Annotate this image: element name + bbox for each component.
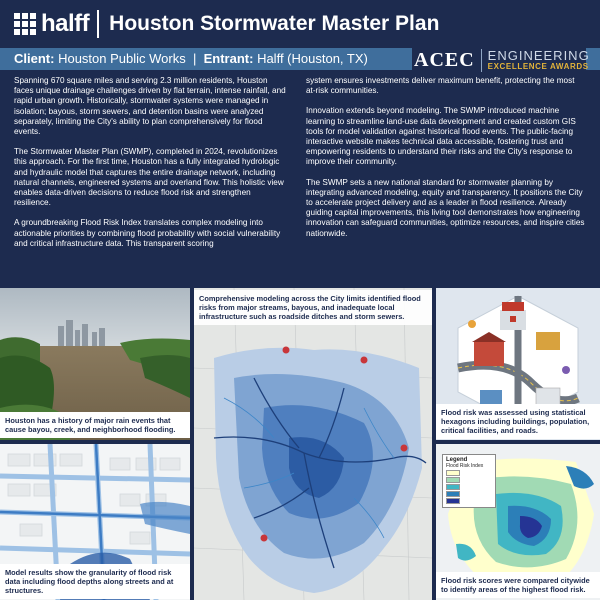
legend-swatch xyxy=(446,477,460,483)
legend xyxy=(442,454,496,508)
legend-subtitle: Flood Risk Index xyxy=(446,463,484,469)
city-map-panel xyxy=(194,288,432,600)
halff-logo xyxy=(14,10,89,38)
acec-award-logo xyxy=(412,46,590,74)
legend-swatch xyxy=(446,491,460,497)
paragraph: Innovation extends beyond modeling. The SWMP introduced machine learning to streamline land-use data development and created custom GIS tools for model validation against historical flood events. The public-facing interactive website makes technical data accessible, fostering trust and empowering residents to understand their risks and the City's response to improve their community. xyxy=(306,106,576,167)
caption-flood-photo: Houston has a history of major rain events that cause bayou, creek, and neighborhood flooding. xyxy=(0,412,190,438)
caption-risk-map: Flood risk scores were compared citywide to identify areas of the highest flood risk. xyxy=(436,572,600,598)
legend-swatch xyxy=(446,498,460,504)
legend-swatches xyxy=(446,470,492,504)
client-label: Client: xyxy=(14,51,55,66)
legend-swatch xyxy=(446,470,460,476)
paragraph: The SWMP sets a new national standard for stormwater planning by integrating advanced modeling, equity and transparency. It positions the City to accelerate project delivery and as a leader in flood resilience. Already guiding capital improvements, this living tool demonstrates how engineering innovation can safeguard communities, optimize resources, and inspire cities nationwide. xyxy=(306,177,585,238)
city-flood-map xyxy=(194,288,432,600)
client-separator: | xyxy=(192,51,197,66)
entrant-value: Halff (Houston, TX) xyxy=(257,51,368,66)
logo-text: halff xyxy=(41,10,90,37)
header xyxy=(0,0,600,48)
legend-title: Legend xyxy=(446,457,468,463)
logo-grid-icon xyxy=(14,13,36,35)
caption-street-model: Model results show the granularity of flood risk data including flood depths along streets and at structures. xyxy=(0,564,190,599)
paragraph: The Stormwater Master Plan (SWMP), completed in 2024, revolutionizes this approach. For the first time, Houston has a fully integrated hydrologic and hydraulic model that captures the entire drainage network, including natural channels, engineered systems and overland flow. This holistic view enables data-driven decisions to reduce flood risk and strengthen resilience. xyxy=(14,147,284,208)
header-divider xyxy=(97,10,99,38)
client-text xyxy=(14,51,368,66)
page-title: Houston Stormwater Master Plan xyxy=(109,12,440,35)
caption-hexagon: Flood risk was assessed using statistical hexagons including buildings, population, critical facilities, and roads. xyxy=(436,404,600,439)
entrant-label: Entrant: xyxy=(203,51,254,66)
paragraph: Spanning 670 square miles and serving 2.3 million residents, Houston faces unique drainage challenges driven by flat terrain, intense rainfall, and rapid urban growth. Historically, stormwater systems were managed in isolation; bayous, storm sewers, and detention basins were analyzed separately, limiting the City's ability to plan comprehensively for flood events. xyxy=(14,76,286,137)
paragraph: system ensures investments deliver maximum benefit, protecting the most at-risk communities. xyxy=(306,76,575,96)
hexagon-panel xyxy=(436,288,600,440)
body-column-1 xyxy=(14,76,286,259)
client-value: Houston Public Works xyxy=(58,51,186,66)
flood-photo-panel xyxy=(0,288,190,440)
legend-swatch xyxy=(446,484,460,490)
engineering-text: ENGINEERING xyxy=(487,47,590,63)
paragraph: A groundbreaking Flood Risk Index translates complex modeling into actionable priorities by combining flood probability with social vulnerability and critical infrastructure data. This transparent scoring xyxy=(14,218,281,248)
caption-city-map: Comprehensive modeling across the City limits identified flood risks from major streams, bayous, and inadequate local infrastructure such as roadside ditches and storm sewers. xyxy=(194,290,432,325)
body-column-2 xyxy=(306,76,586,249)
risk-map-panel xyxy=(436,444,600,600)
street-model-panel xyxy=(0,444,190,600)
acec-logo-text: ACEC xyxy=(412,49,482,72)
excellence-awards-text: EXCELLENCE AWARDS xyxy=(487,61,589,71)
